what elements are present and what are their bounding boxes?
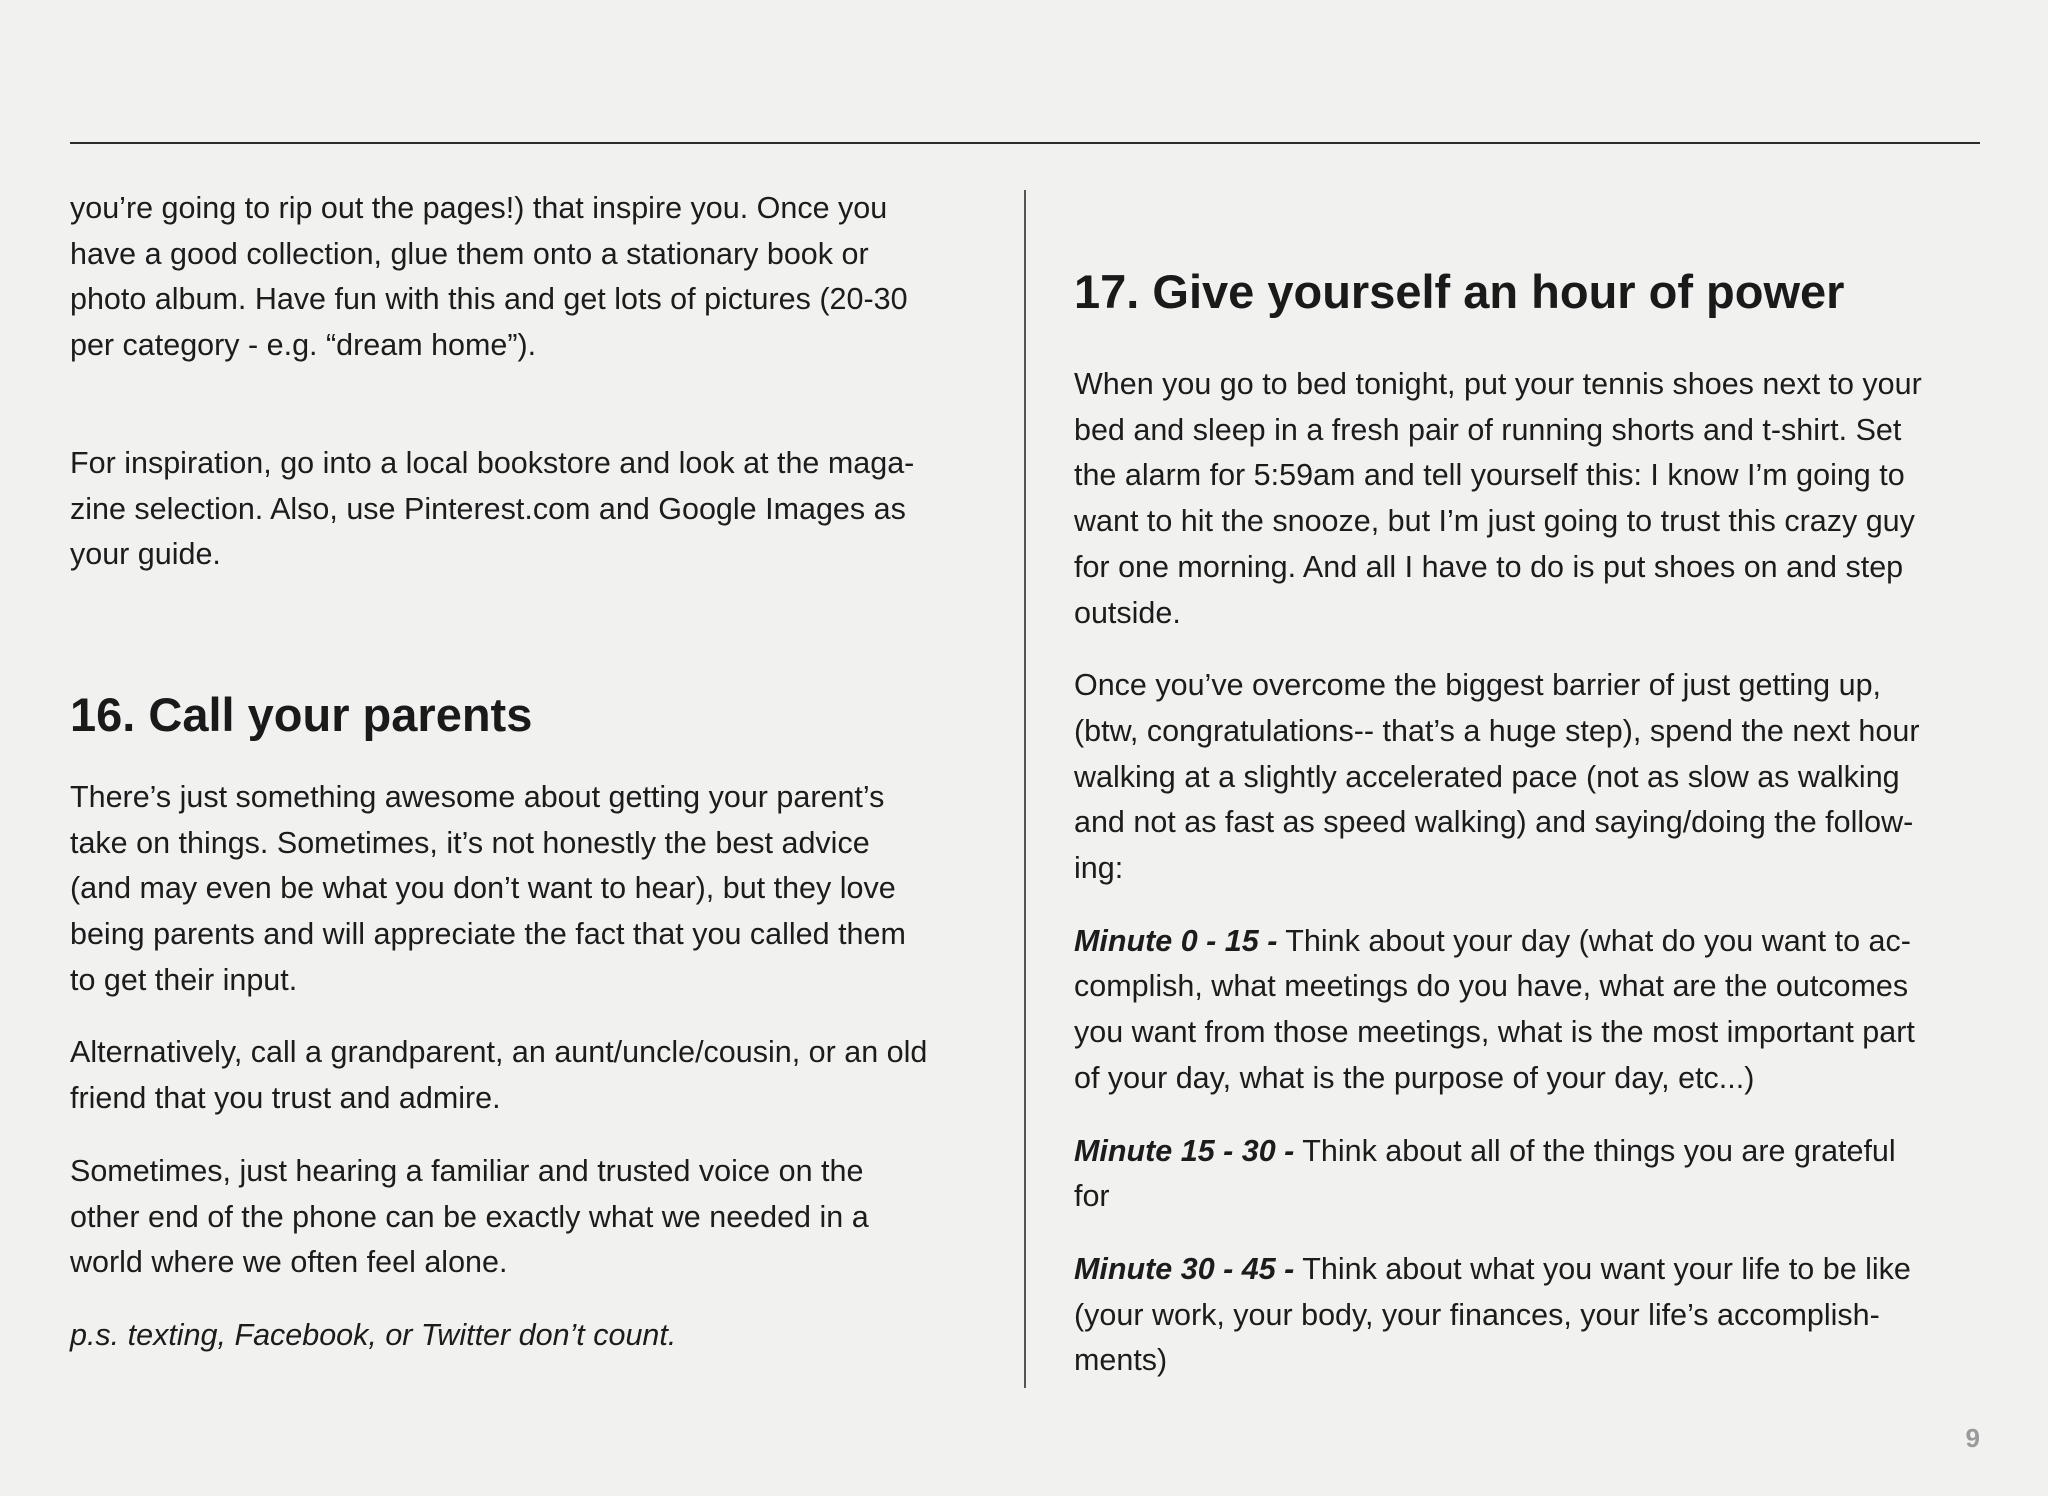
- column-divider: [1024, 190, 1026, 1388]
- section-16-heading: 16. Call your parents: [70, 687, 533, 741]
- section-16-paragraph-3: Sometimes, just hearing a familiar and trusted voice on the other end of the phone can be exactly what we needed in a world where we often feel alone.: [70, 1153, 869, 1280]
- top-rule: [70, 142, 1980, 144]
- minute-15-30-label: Minute 15 - 30 -: [1074, 1133, 1295, 1168]
- right-column: [1074, 362, 1984, 1384]
- intro-paragraph: you’re going to rip out the pages!) that inspire you. Once you have a good collection, glue them onto a stationary book or photo album. Have fun with this and get lots of pictures (20-30 per category - e.g. “dream home”).: [70, 191, 908, 363]
- minute-30-45-label: Minute 30 - 45 -: [1074, 1251, 1295, 1286]
- page-number: 9: [1965, 1423, 1980, 1453]
- minute-30-45-item: Minute 30 - 45 - Think about what you want your life to be like (your work, your body, your finances, your life’s accomplish- ments): [1074, 1251, 1911, 1378]
- minute-15-30-item: Minute 15 - 30 - Think about all of the things you are grateful for: [1074, 1133, 1896, 1214]
- inspiration-paragraph: For inspiration, go into a local bookstore and look at the maga- zine selection. Also, use Pinterest.com and Google Images as your guide.: [70, 445, 915, 572]
- left-column: [70, 186, 975, 1359]
- section-16-ps-note: p.s. texting, Facebook, or Twitter don’t count.: [70, 1317, 677, 1352]
- section-17-heading: 17. Give yourself an hour of power: [1074, 265, 1845, 318]
- minute-0-15-item: Minute 0 - 15 - Think about your day (what do you want to ac- complish, what meetings do you have, what are the outcomes you want from those meetings, what is the most important part of your day, what is the purpose of your day, etc...): [1074, 923, 1915, 1095]
- section-17-paragraph-2: Once you’ve overcome the biggest barrier of just getting up, (btw, congratulations-- that’s a huge step), spend the next hour walking at a slightly accelerated pace (not as slow as walking and not as fast as speed walking) and saying/doing the follow- ing:: [1074, 668, 1920, 886]
- section-17-paragraph-1: When you go to bed tonight, put your tennis shoes next to your bed and sleep in a fresh pair of running shorts and t-shirt. Set the alarm for 5:59am and tell yourself this: I know I’m going to want to hit the snooze, but I’m just going to trust this crazy guy for one morning. And all I have to do is put shoes on and step outside.: [1074, 367, 1922, 630]
- minute-0-15-label: Minute 0 - 15 -: [1074, 923, 1278, 958]
- section-16-paragraph-2: Alternatively, call a grandparent, an aunt/uncle/cousin, or an old friend that you trust and admire.: [70, 1035, 928, 1116]
- section-16-paragraph-1: There’s just something awesome about getting your parent’s take on things. Sometimes, it’s not honestly the best advice (and may even be what you don’t want to hear), but they love being parents and will appreciate the fact that you called them to get their input.: [70, 779, 906, 997]
